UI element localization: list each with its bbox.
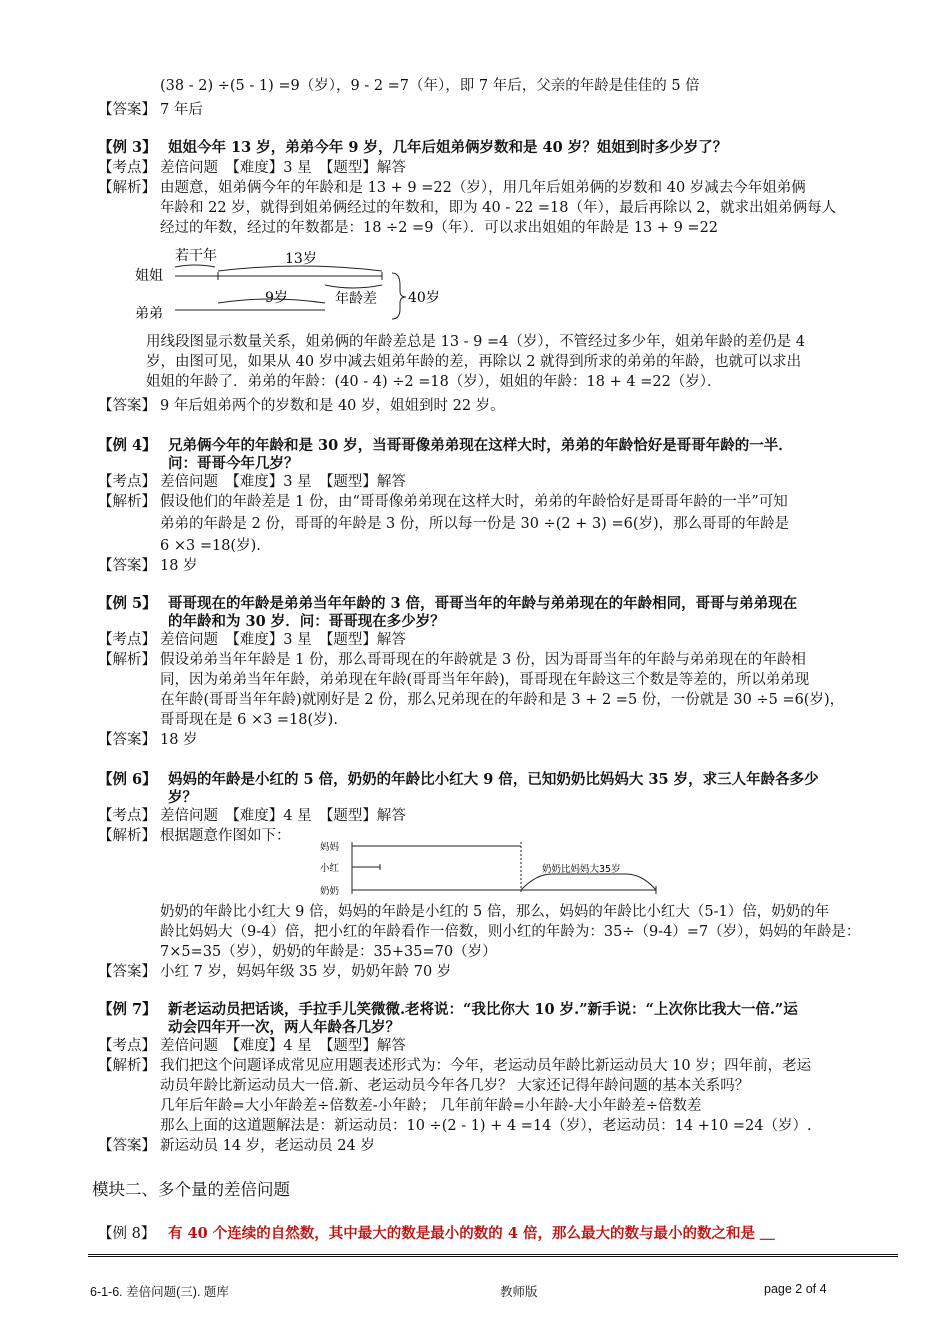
point-text: 差倍问题 【难度】3 星 【题型】解答 (160, 632, 406, 648)
module-heading: 模块二、多个量的差倍问题 (92, 1180, 290, 1199)
analysis-line: 7×5=35（岁），奶奶的年龄是：35+35=70（岁） (160, 944, 497, 960)
answer-text: 7 年后 (160, 102, 203, 118)
answer-label: 【答案】 (98, 102, 156, 118)
analysis-line: 姐姐的年龄了．弟弟的年龄：(40 - 4) ÷2 =18（岁），姐姐的年龄：18 + 4 =22（岁）． (146, 374, 722, 390)
brace-diff (325, 285, 382, 288)
analysis-line: 哥哥现在是 6 ×3 =18(岁). (160, 712, 338, 728)
point-label: 【考点】 (98, 632, 156, 648)
analysis-label: 【解析】 (98, 652, 156, 668)
question-text: 有 40 个连续的自然数，其中最大的数是最小的数的 4 倍，那么最大的数与最小的数之和是 ＿ (168, 1225, 775, 1242)
question-text: 岁？ (168, 789, 197, 806)
analysis-line: 假设他们的年龄差是 1 份，由“哥哥像弟弟现在这样大时，弟弟的年龄恰好是哥哥年龄的一半”可知 (160, 494, 788, 510)
example-label: 【例 4】 (98, 437, 157, 454)
brace-35 (521, 874, 656, 890)
point-label: 【考点】 (98, 1038, 156, 1054)
footer-left: 6-1-6. 差倍问题(三). 题库 (90, 1285, 229, 1299)
example-label: 【例 6】 (98, 771, 157, 788)
analysis-label: 【解析】 (98, 494, 156, 510)
point-label: 【考点】 (98, 474, 156, 490)
question-text: 动会四年开一次，两人年龄各几岁？ (168, 1019, 400, 1036)
label-9: 9岁 (265, 290, 288, 306)
segment-diagram (316, 838, 666, 900)
analysis-line: 那么上面的这道题解法是：新运动员：10 ÷(2 - 1) + 4 =14（岁），老运动员：14 +10 =24（岁）. (160, 1118, 812, 1134)
analysis-line: 6 ×3 =18(岁). (160, 538, 261, 554)
analysis-label: 【解析】 (98, 1058, 156, 1074)
answer-label: 【答案】 (98, 732, 156, 748)
footer-rule (88, 1254, 898, 1257)
answer-text: 9 年后姐弟两个的岁数和是 40 岁，姐姐到时 22 岁。 (160, 398, 505, 414)
analysis-line: 经过的年数，经过的年数都是：18 ÷2 =9（年）．可以求出姐姐的年龄是 13 + 9 =22 (160, 220, 719, 236)
label-sister: 姐姐 (135, 268, 163, 284)
analysis-line: 同，因为弟弟当年年龄，弟弟现在年龄(哥哥当年年龄)，哥哥现在年龄这三个数是等差的，所以弟弟现 (160, 672, 810, 688)
question-text: 姐姐今年 13 岁，弟弟今年 9 岁，几年后姐弟俩岁数和是 40 岁？姐姐到时多少岁了？ (168, 139, 728, 156)
question-text: 的年龄和为 30 岁．问：哥哥现在多少岁？ (168, 613, 445, 630)
question-text: 兄弟俩今年的年龄和是 30 岁，当哥哥像弟弟现在这样大时，弟弟的年龄恰好是哥哥年龄的一半． (168, 437, 793, 454)
label-13: 13岁 (285, 251, 317, 267)
answer-text: 小红 7 岁，妈妈年级 35 岁，奶奶年龄 70 岁 (160, 964, 452, 980)
example-label: 【例 7】 (98, 1001, 157, 1018)
label-brother: 弟弟 (135, 306, 163, 322)
footer-center: 教师版 (500, 1285, 538, 1299)
answer-label: 【答案】 (98, 1138, 156, 1154)
segment-diagram (130, 245, 450, 325)
answer-label: 【答案】 (98, 964, 156, 980)
brace-40 (392, 273, 406, 319)
label-xh: 小红 (320, 863, 340, 874)
point-text: 差倍问题 【难度】4 星 【题型】解答 (160, 808, 406, 824)
analysis-line: 龄比妈妈大（9-4）倍，把小红的年龄看作一倍数，则小红的年龄为：35÷（9-4）=7（岁），妈妈的年龄是： (160, 924, 861, 940)
analysis-line: 根据题意作图如下： (160, 828, 291, 844)
analysis-line: 我们把这个问题译成常见应用题表述形式为：今年，老运动员年龄比新运动员大 10 岁；四年前，老运 (160, 1058, 812, 1074)
label-diff: 年龄差 (335, 291, 377, 307)
answer-label: 【答案】 (98, 558, 156, 574)
answer-label: 【答案】 (98, 398, 156, 414)
footer-right: page 2 of 4 (764, 1282, 827, 1296)
answer-text: 18 岁 (160, 732, 198, 748)
label-40: 40岁 (408, 290, 440, 306)
label-nn: 奶奶 (320, 886, 340, 897)
analysis-line: 用线段图显示数量关系，姐弟俩的年龄差总是 13 - 9 =4（岁），不管经过多少年，姐弟年龄的差仍是 4 (146, 334, 805, 350)
analysis-label: 【解析】 (98, 828, 156, 844)
analysis-line: 在年龄(哥哥当年年龄)就刚好是 2 份，那么兄弟现在的年龄和是 3 + 2 =5 份，一份就是 30 ÷5 =6(岁)， (160, 692, 845, 708)
question-text: 问：哥哥今年几岁？ (168, 455, 299, 472)
analysis-label: 【解析】 (98, 180, 156, 196)
text-line: (38 - 2) ÷(5 - 1) =9（岁），9 - 2 =7（年），即 7 年后，父亲的年龄是佳佳的 5 倍 (160, 78, 700, 94)
analysis-line: 几年后年龄=大小年龄差÷倍数差-小年龄； 几年前年龄=小年龄-大小年龄差÷倍数差 (160, 1098, 702, 1114)
example-label: 【例 3】 (98, 139, 157, 156)
example-label: 【例 8】 (98, 1226, 156, 1242)
label-ruogan: 若干年 (175, 248, 217, 264)
analysis-line: 奶奶的年龄比小红大 9 倍，妈妈的年龄是小红的 5 倍，那么，妈妈的年龄比小红大（5-1）倍，奶奶的年 (160, 904, 830, 920)
label-note: 奶奶比妈妈大35岁 (542, 864, 621, 875)
point-text: 差倍问题 【难度】3 星 【题型】解答 (160, 160, 406, 176)
question-text: 哥哥现在的年龄是弟弟当年年龄的 3 倍，哥哥当年的年龄与弟弟现在的年龄相同，哥哥与弟弟现在 (168, 595, 798, 612)
question-text: 妈妈的年龄是小红的 5 倍，奶奶的年龄比小红大 9 倍，已知奶奶比妈妈大 35 岁，求三人年龄各多少 (168, 771, 819, 788)
analysis-line: 岁，由图可见，如果从 40 岁中减去姐弟年龄的差，再除以 2 就得到所求的弟弟的年龄，也就可以求出 (146, 354, 802, 370)
question-text: 新老运动员把话谈，手拉手儿笑微微.老将说：“我比你大 10 岁.”新手说：“上次你比我大一倍.”运 (168, 1001, 798, 1018)
point-label: 【考点】 (98, 160, 156, 176)
label-mom: 妈妈 (320, 842, 340, 853)
analysis-line: 假设弟弟当年年龄是 1 份，那么哥哥现在的年龄就是 3 份，因为哥哥当年的年龄与弟弟现在的年龄相 (160, 652, 806, 668)
analysis-line: 动员年龄比新运动员大一倍.新、老运动员今年各几岁？ 大家还记得年龄问题的基本关系吗？ (160, 1078, 750, 1094)
analysis-line: 弟弟的年龄是 2 份，哥哥的年龄是 3 份，所以每一份是 30 ÷(2 + 3) =6(岁)，那么哥哥的年龄是 (160, 516, 790, 532)
point-label: 【考点】 (98, 808, 156, 824)
point-text: 差倍问题 【难度】4 星 【题型】解答 (160, 1038, 406, 1054)
point-text: 差倍问题 【难度】3 星 【题型】解答 (160, 474, 406, 490)
example-label: 【例 5】 (98, 595, 157, 612)
answer-text: 18 岁 (160, 558, 198, 574)
brace-ruogan (175, 265, 215, 267)
answer-text: 新运动员 14 岁，老运动员 24 岁 (160, 1138, 375, 1154)
analysis-line: 由题意，姐弟俩今年的年龄和是 13 + 9 =22（岁），用几年后姐弟俩的岁数和 40 岁减去今年姐弟俩 (160, 180, 806, 196)
analysis-line: 年龄和 22 岁，就得到姐弟俩经过的年数和，即为 40 - 22 =18（年），最后再除以 2，就求出姐弟俩每人 (160, 200, 837, 216)
